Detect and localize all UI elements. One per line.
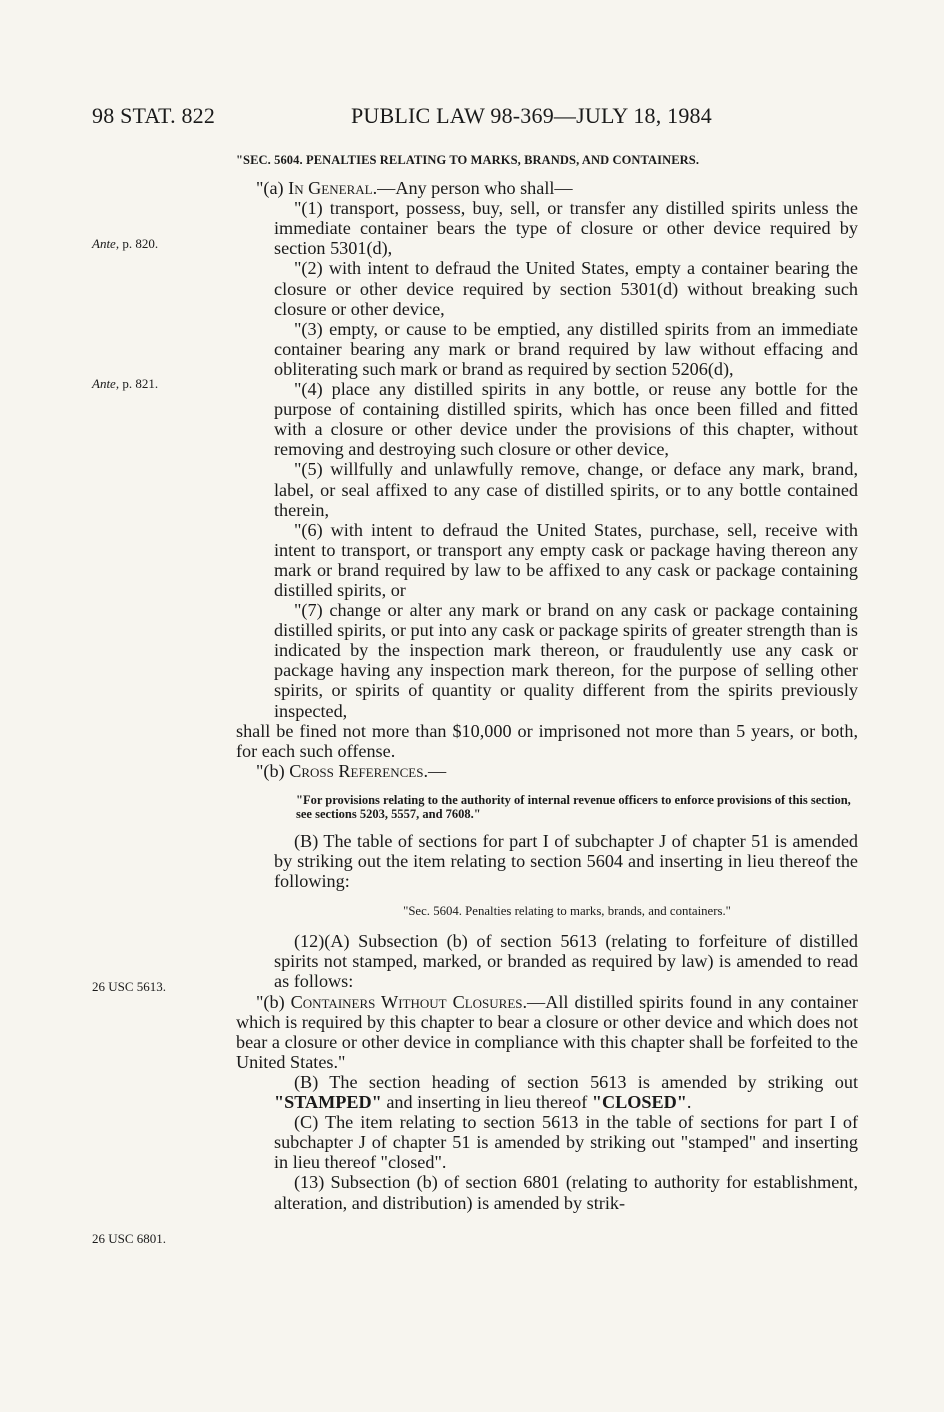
cross-reference-note: "For provisions relating to the authority of internal revenue officers to enforce provisions of this section, see sections 5203, 5557, and 7608." <box>296 792 851 821</box>
page-stat-number: 98 STAT. 822 <box>92 103 216 128</box>
amendment-12A: (12)(A) Subsection (b) of section 5613 (relating to forfeiture of distilled spirits not stamped, marked, or branded as required by law) is amended to read as follows: <box>274 931 858 992</box>
amendment-13: (13) Subsection (b) of section 6801 (relating to authority for establishment, alteration, and distribution) is amended by strik- <box>274 1172 858 1213</box>
paragraph-2: "(2) with intent to defraud the United States, empty a container bearing the closure or other device required by section 5301(d) without breaking such closure or other device, <box>274 258 858 319</box>
amendment-12B: (B) The section heading of section 5613 is amended by striking out "STAMPED" and inserting in lieu thereof "CLOSED". <box>274 1071 858 1113</box>
page-title: PUBLIC LAW 98-369—JULY 18, 1984 <box>351 103 712 128</box>
containers-without-closures: "(b) Containers Without Closures.—All distilled spirits found in any container which is required by this chapter to bear a closure or other device and which does not bear a closure or other device in compliance with this chapter shall be forfeited to the United States." <box>236 991 858 1072</box>
margin-note-ante-820: Ante, p. 820. <box>92 236 159 251</box>
margin-note-usc-6801: 26 USC 6801. <box>92 1231 167 1246</box>
margin-note-usc-5613: 26 USC 5613. <box>92 979 167 994</box>
table-entry: "Sec. 5604. Penalties relating to marks, brands, and containers." <box>403 904 731 919</box>
penalty-clause: shall be fined not more than $10,000 or imprisoned not more than 5 years, or both, for each such offense. <box>236 720 858 761</box>
paragraph-5: "(5) willfully and unlawfully remove, change, or deface any mark, brand, label, or seal affixed to any case of distilled spirits, or to any bottle contained therein, <box>274 459 858 520</box>
paragraph-1: "(1) transport, possess, buy, sell, or transfer any distilled spirits unless the immediate container bears the type of closure or other device required by section 5301(d), <box>274 198 858 259</box>
subsection-b: "(b) Cross References.— <box>256 760 447 781</box>
paragraph-3: "(3) empty, or cause to be emptied, any distilled spirits from an immediate container bearing any mark or brand required by law without effacing and obliterating such mark or brand as required by section 5206(d), <box>274 318 858 379</box>
amendment-B-table: (B) The table of sections for part I of subchapter J of chapter 51 is amended by striking out the item relating to section 5604 and inserting in lieu thereof the following: <box>274 830 858 892</box>
document-body <box>236 150 858 1213</box>
amendment-12C: (C) The item relating to section 5613 in the table of sections for part I of subchapter J of chapter 51 is amended by striking out "stamped" and inserting in lieu thereof "closed". <box>274 1112 858 1173</box>
paragraph-6: "(6) with intent to defraud the United States, purchase, sell, receive with intent to transport, or transport any empty cask or package having thereon any mark or brand required by law to be affixed to any cask or package containing distilled spirits, or <box>274 519 858 600</box>
paragraph-7: "(7) change or alter any mark or brand on any cask or package containing distilled spirits, or put into any cask or package spirits of greater strength than is indicated by the inspection mark thereon, or fraudulently use any cask or package having any inspection mark thereon, for the purpose of selling other spirits, or spirits of quantity or quality different from the spirits previously inspected, <box>274 600 858 721</box>
subsection-a: "(a) In General.—Any person who shall— <box>256 178 573 199</box>
section-heading: "SEC. 5604. PENALTIES RELATING TO MARKS, BRANDS, AND CONTAINERS. <box>236 153 700 167</box>
paragraph-4: "(4) place any distilled spirits in any bottle, or reuse any bottle for the purpose of containing distilled spirits, which has once been filled and fitted with a closure or other device under the provisions of this chapter, without removing and destroying such closure or other device, <box>274 379 858 460</box>
margin-note-ante-821: Ante, p. 821. <box>92 376 159 391</box>
